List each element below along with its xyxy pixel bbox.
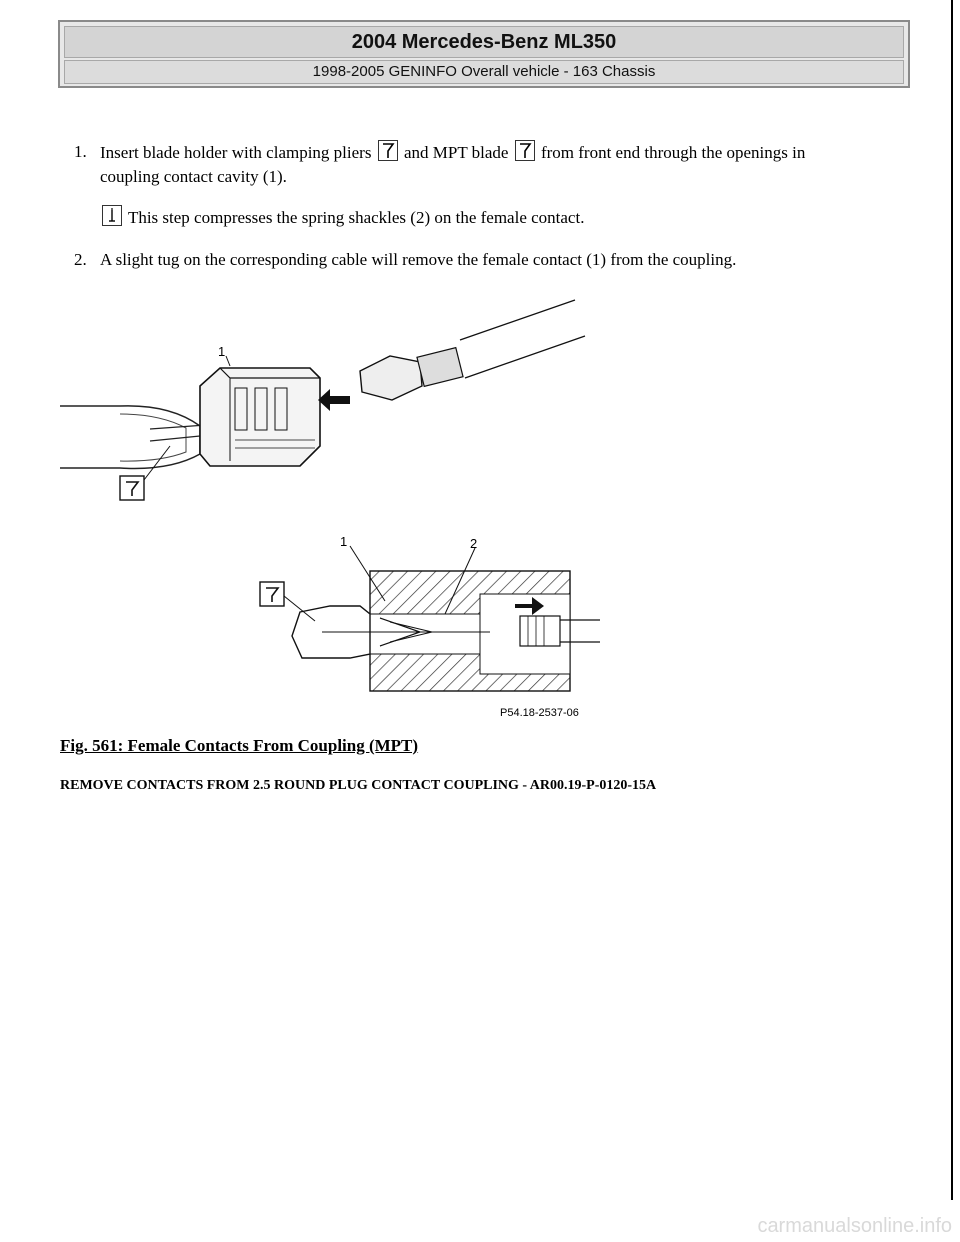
female-contact-diagram — [60, 296, 620, 726]
document-subtitle: 1998-2005 GENINFO Overall vehicle - 163 Chassis — [64, 60, 904, 84]
callout-label: 1 — [218, 344, 226, 359]
document-header — [58, 20, 910, 88]
section-heading: REMOVE CONTACTS FROM 2.5 ROUND PLUG CONTACT COUPLING - AR00.19-P-0120-15A — [60, 778, 657, 793]
callout-label: 2 — [470, 536, 478, 551]
info-icon — [102, 205, 122, 226]
step-number: 1. — [74, 142, 87, 161]
figure-caption[interactable]: Fig. 561: Female Contacts From Coupling (MPT) — [60, 736, 419, 755]
step-text: Insert blade holder with clamping pliers — [100, 143, 372, 162]
step-1 — [74, 140, 894, 230]
step-note: This step compresses the spring shackles (2) on the female contact. — [127, 208, 585, 227]
tool-icon[interactable] — [515, 140, 535, 161]
document-title: 2004 Mercedes-Benz ML350 — [64, 26, 904, 58]
step-2 — [74, 248, 894, 272]
step-text: from front end through the openings in — [540, 143, 806, 162]
figure-illustration — [60, 296, 620, 726]
figure-code: P54.18-2537-06 — [500, 707, 579, 719]
callout-label: 1 — [340, 534, 348, 549]
tool-icon[interactable] — [378, 140, 398, 161]
watermark: carmanualsonline.info — [757, 1215, 952, 1237]
step-text: A slight tug on the corresponding cable will remove the female contact (1) from the coupling. — [100, 250, 737, 269]
step-text: and MPT blade — [403, 143, 509, 162]
step-number: 2. — [74, 250, 87, 269]
step-text: coupling contact cavity (1). — [100, 167, 287, 186]
